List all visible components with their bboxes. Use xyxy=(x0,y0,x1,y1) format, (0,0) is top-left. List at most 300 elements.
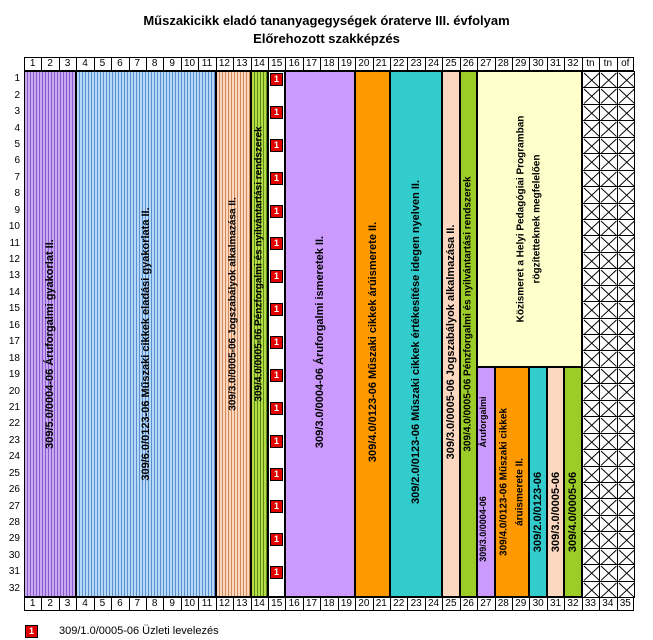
red-marker: 1 xyxy=(270,468,283,481)
header-separator xyxy=(76,57,77,71)
crossed-cell xyxy=(582,515,600,532)
crossed-cell xyxy=(582,449,600,466)
crossed-cell xyxy=(582,285,600,302)
cross-icon xyxy=(600,351,617,367)
cross-icon xyxy=(583,72,600,88)
crossed-cell xyxy=(599,531,617,548)
legend-text: 309/1.0/0005-06 Üzleti levelezés xyxy=(59,625,219,637)
crossed-cell xyxy=(582,104,600,121)
crossed-cell xyxy=(599,498,617,515)
header-separator xyxy=(198,57,199,71)
crossed-cell xyxy=(617,252,635,269)
chart-subtitle: Előrehozott szakképzés xyxy=(253,31,400,46)
label-small-penzforgalmi: 309/4.0/0005-06 xyxy=(567,471,579,553)
cross-icon xyxy=(618,483,635,499)
column-header-bottom: 28 xyxy=(497,598,509,609)
cross-icon xyxy=(583,121,600,137)
label-small-aruforgalmi-a: Áruforgalmi xyxy=(478,396,489,448)
row-label: 2 xyxy=(14,89,20,101)
crossed-cell xyxy=(582,252,600,269)
crossed-cell xyxy=(582,170,600,187)
column-header-bottom: 1 xyxy=(29,598,36,609)
column-header-top: 1 xyxy=(29,58,36,69)
cross-icon xyxy=(618,236,635,252)
row-label: 10 xyxy=(8,221,20,233)
row-label: 26 xyxy=(8,484,20,496)
crossed-cell xyxy=(617,515,635,532)
column-header-top: 31 xyxy=(549,58,562,69)
label-aruismeret: 309/4.0/0123-06 Műszaki cikkek árúismerete II. xyxy=(366,221,379,463)
label-aruforgalmi-gyakorlat: 309/5.0/0004-06 Áruforgalmi gyakorlat II. xyxy=(44,239,57,449)
cross-icon xyxy=(600,335,617,351)
crossed-cell xyxy=(582,153,600,170)
crossed-cell xyxy=(582,531,600,548)
header-separator xyxy=(285,597,286,611)
row-label: 12 xyxy=(8,254,20,266)
column-header-bottom: 14 xyxy=(253,598,265,609)
crossed-cell xyxy=(599,170,617,187)
cross-icon xyxy=(600,499,617,515)
cross-icon xyxy=(618,302,635,318)
crossed-cell xyxy=(582,564,600,581)
column-header-top: 2 xyxy=(47,58,53,69)
extra-column-header-top: of xyxy=(621,58,630,69)
cross-icon xyxy=(600,319,617,335)
cross-icon xyxy=(600,286,617,302)
column-header-top: 19 xyxy=(340,58,352,69)
cross-icon xyxy=(618,154,635,170)
column-header-bottom: 25 xyxy=(445,598,457,609)
crossed-cell xyxy=(617,350,635,367)
red-marker: 1 xyxy=(270,303,283,316)
crossed-cell xyxy=(617,219,635,236)
cross-icon xyxy=(600,88,617,104)
column-header-bottom: 3 xyxy=(64,598,71,609)
cross-icon xyxy=(583,499,600,515)
label-small-aruismeret-a: 309/4.0/0123-06 Műszaki cikkek xyxy=(498,407,510,556)
column-header-top: 20 xyxy=(358,58,370,69)
header-separator xyxy=(198,597,199,611)
crossed-cell xyxy=(617,87,635,104)
row-label: 16 xyxy=(8,319,20,331)
row-label: 8 xyxy=(14,188,20,200)
crossed-cell xyxy=(599,203,617,220)
header-separator xyxy=(529,57,530,71)
header-separator xyxy=(233,597,234,611)
column-header-bottom: 17 xyxy=(305,598,318,609)
header-separator xyxy=(41,597,42,611)
column-header-top: 12 xyxy=(218,58,230,69)
header-separator xyxy=(129,57,130,71)
label-small-jogszabaly: 309/3.0/0005-06 xyxy=(549,471,562,553)
crossed-cell xyxy=(599,318,617,335)
cross-icon xyxy=(583,154,600,170)
crossed-cell xyxy=(617,416,635,433)
crossed-cell xyxy=(599,153,617,170)
header-separator xyxy=(425,57,426,71)
cross-icon xyxy=(583,204,600,220)
header-separator xyxy=(303,57,304,71)
crossed-cell xyxy=(599,416,617,433)
header-separator xyxy=(617,597,618,611)
header-separator xyxy=(181,57,182,71)
header-separator xyxy=(59,597,60,611)
extra-column-header-top: tn xyxy=(586,58,595,69)
crossed-cell xyxy=(617,153,635,170)
crossed-cell xyxy=(617,301,635,318)
header-separator xyxy=(320,57,321,71)
cross-icon xyxy=(583,88,600,104)
column-header-top: 7 xyxy=(134,58,141,69)
crossed-cell xyxy=(617,268,635,285)
crossed-cell xyxy=(617,581,635,598)
header-separator xyxy=(564,57,565,71)
crossed-cell xyxy=(599,350,617,367)
column-header-bottom: 13 xyxy=(236,598,248,609)
cross-icon xyxy=(600,565,617,581)
column-header-top: 15 xyxy=(271,58,283,69)
crossed-cell xyxy=(582,268,600,285)
column-header-top: 13 xyxy=(236,58,248,69)
header-separator xyxy=(129,597,130,611)
red-marker: 1 xyxy=(270,402,283,415)
crossed-cell xyxy=(617,334,635,351)
column-header-top: 28 xyxy=(497,58,509,69)
column-header-top: 6 xyxy=(117,58,123,69)
crossed-cell xyxy=(582,433,600,450)
column-header-top: 8 xyxy=(151,58,158,69)
cross-icon xyxy=(600,483,617,499)
header-separator xyxy=(599,597,600,611)
header-separator xyxy=(94,57,95,71)
crossed-cell xyxy=(617,170,635,187)
crossed-cell xyxy=(599,482,617,499)
row-label: 18 xyxy=(8,352,20,364)
header-separator xyxy=(442,597,443,611)
column-header-top: 11 xyxy=(201,58,213,69)
header-separator xyxy=(268,57,269,71)
cross-icon xyxy=(600,105,617,121)
crossed-cell xyxy=(582,581,600,598)
cross-icon xyxy=(583,582,600,598)
cross-icon xyxy=(583,565,600,581)
header-separator xyxy=(233,57,234,71)
cross-icon xyxy=(600,121,617,137)
cross-icon xyxy=(618,138,635,154)
header-separator xyxy=(512,597,513,611)
header-separator xyxy=(599,57,600,71)
column-header-top: 26 xyxy=(462,58,474,69)
column-header-top: 14 xyxy=(253,58,265,69)
column-header-top: 4 xyxy=(82,58,88,69)
cross-icon xyxy=(618,88,635,104)
column-header-top: 30 xyxy=(532,58,544,69)
red-marker: 1 xyxy=(270,139,283,152)
crossed-cell xyxy=(617,400,635,417)
column-header-top: 16 xyxy=(288,58,300,69)
label-kozismeret-1: Közismeret a Helyi Pedagógiai Programban xyxy=(515,115,527,323)
cross-icon xyxy=(618,450,635,466)
column-header-bottom: 18 xyxy=(323,598,335,609)
red-marker: 1 xyxy=(270,533,283,546)
cross-icon xyxy=(600,401,617,417)
header-separator xyxy=(146,597,147,611)
header-separator xyxy=(303,597,304,611)
cross-icon xyxy=(583,286,600,302)
crossed-cell xyxy=(617,203,635,220)
crossed-cell xyxy=(599,186,617,203)
row-label: 3 xyxy=(14,106,20,118)
cross-icon xyxy=(600,302,617,318)
header-separator xyxy=(285,57,286,71)
chart-title: Műszakicikk eladó tananyagegységek óraterve III. évfolyam xyxy=(143,13,510,28)
header-separator xyxy=(216,597,217,611)
column-header-bottom: 24 xyxy=(427,598,440,609)
crossed-cell xyxy=(617,548,635,565)
red-marker: 1 xyxy=(270,237,283,250)
header-separator xyxy=(390,57,391,71)
header-separator xyxy=(495,597,496,611)
label-muszaki-eladasi: 309/6.0/0123-06 Műszaki cikkek eladási gyakorlata II. xyxy=(140,207,152,481)
crossed-cell xyxy=(582,416,600,433)
column-header-bottom: 31 xyxy=(549,598,562,609)
red-marker: 1 xyxy=(270,435,283,448)
row-label: 13 xyxy=(8,270,20,282)
extra-column-header-bottom: 34 xyxy=(602,598,614,609)
label-small-aruforgalmi-b: 309/3.0/0004-06 xyxy=(478,496,489,562)
extra-column-header-bottom: 35 xyxy=(619,598,631,609)
column-header-bottom: 15 xyxy=(271,598,283,609)
cross-icon xyxy=(600,467,617,483)
cross-icon xyxy=(583,253,600,269)
column-header-bottom: 19 xyxy=(340,598,352,609)
legend-red-marker: 1 xyxy=(25,625,38,638)
crossed-cell xyxy=(582,548,600,565)
extra-column-header-bottom: 33 xyxy=(584,598,596,609)
header-separator xyxy=(111,57,112,71)
cross-icon xyxy=(583,450,600,466)
row-label: 31 xyxy=(8,566,20,578)
crossed-cell xyxy=(599,433,617,450)
label-jogszabalyok-1: 309/3.0/0005-06 Jogszabályok alkalmazása II. xyxy=(227,197,239,411)
cross-icon xyxy=(600,138,617,154)
label-kozismeret-2: rögzítetteknek megfelelően xyxy=(531,154,543,284)
extra-column-header-top: tn xyxy=(603,58,613,69)
crossed-cell xyxy=(599,268,617,285)
column-header-top: 18 xyxy=(323,58,335,69)
crossed-cell xyxy=(599,334,617,351)
crossed-cell xyxy=(582,498,600,515)
header-separator xyxy=(582,57,583,71)
column-header-bottom: 8 xyxy=(151,598,158,609)
column-header-top: 5 xyxy=(99,58,106,69)
cross-icon xyxy=(583,483,600,499)
crossed-cell xyxy=(582,301,600,318)
row-label: 17 xyxy=(8,336,20,348)
red-marker: 1 xyxy=(270,336,283,349)
header-separator xyxy=(460,57,461,71)
column-header-top: 9 xyxy=(169,58,175,69)
row-label: 29 xyxy=(8,533,20,545)
header-separator xyxy=(251,57,252,71)
crossed-cell xyxy=(617,433,635,450)
crossed-cell xyxy=(599,235,617,252)
column-header-top: 17 xyxy=(305,58,318,69)
header-separator xyxy=(617,57,618,71)
cross-icon xyxy=(600,532,617,548)
cross-icon xyxy=(600,187,617,203)
cross-icon xyxy=(600,171,617,187)
cross-icon xyxy=(618,467,635,483)
column-header-top: 3 xyxy=(64,58,71,69)
column-header-top: 27 xyxy=(480,58,492,69)
column-header-bottom: 12 xyxy=(218,598,230,609)
crossed-cell xyxy=(599,581,617,598)
cross-icon xyxy=(583,532,600,548)
row-label: 4 xyxy=(14,122,20,134)
crossed-cell xyxy=(617,466,635,483)
header-separator xyxy=(76,597,77,611)
cross-icon xyxy=(618,105,635,121)
header-separator xyxy=(460,597,461,611)
cross-icon xyxy=(600,236,617,252)
label-small-aruismeret-b: áruismerete II. xyxy=(514,458,526,526)
cross-icon xyxy=(618,335,635,351)
cross-icon xyxy=(618,72,635,88)
row-label: 22 xyxy=(8,418,20,430)
cross-icon xyxy=(600,220,617,236)
red-marker: 1 xyxy=(270,205,283,218)
crossed-cell xyxy=(582,383,600,400)
header-separator xyxy=(268,597,269,611)
column-header-bottom: 20 xyxy=(358,598,370,609)
header-separator xyxy=(373,597,374,611)
crossed-cell xyxy=(617,482,635,499)
cross-icon xyxy=(583,368,600,384)
crossed-cell xyxy=(582,219,600,236)
crossed-cell xyxy=(599,400,617,417)
column-header-bottom: 32 xyxy=(567,598,579,609)
crossed-cell xyxy=(599,301,617,318)
header-separator xyxy=(338,597,339,611)
row-label: 23 xyxy=(8,434,20,446)
cross-icon xyxy=(618,384,635,400)
row-label: 11 xyxy=(9,237,20,249)
row-label: 14 xyxy=(8,286,20,298)
cross-icon xyxy=(583,434,600,450)
header-separator xyxy=(251,597,252,611)
cross-icon xyxy=(618,401,635,417)
cross-icon xyxy=(600,417,617,433)
header-separator xyxy=(529,597,530,611)
crossed-cell xyxy=(582,466,600,483)
column-header-top: 22 xyxy=(393,58,405,69)
column-header-top: 32 xyxy=(567,58,579,69)
label-small-idegen: 309/2.0/0123-06 xyxy=(532,471,545,553)
cross-icon xyxy=(600,549,617,565)
header-separator xyxy=(41,57,42,71)
row-label: 25 xyxy=(8,467,20,479)
header-separator xyxy=(425,597,426,611)
column-header-bottom: 5 xyxy=(99,598,106,609)
header-separator xyxy=(111,597,112,611)
cross-icon xyxy=(583,269,600,285)
cross-icon xyxy=(600,368,617,384)
cross-icon xyxy=(583,220,600,236)
crossed-cell xyxy=(617,383,635,400)
cross-icon xyxy=(583,187,600,203)
crossed-cell xyxy=(599,383,617,400)
column-header-bottom: 27 xyxy=(480,598,492,609)
header-separator xyxy=(477,597,478,611)
crossed-cell xyxy=(617,71,635,88)
header-separator xyxy=(163,597,164,611)
crossed-cell xyxy=(599,564,617,581)
crossed-cell xyxy=(599,449,617,466)
cross-icon xyxy=(600,269,617,285)
crossed-cell xyxy=(617,449,635,466)
crossed-cell xyxy=(617,104,635,121)
crossed-cell xyxy=(582,334,600,351)
column-header-bottom: 4 xyxy=(82,598,88,609)
column-header-bottom: 10 xyxy=(183,598,196,609)
cross-icon xyxy=(618,499,635,515)
row-label: 21 xyxy=(8,401,20,413)
crossed-cell xyxy=(582,350,600,367)
crossed-cell xyxy=(582,137,600,154)
header-separator xyxy=(547,57,548,71)
crossed-cell xyxy=(599,367,617,384)
crossed-cell xyxy=(617,186,635,203)
cross-icon xyxy=(618,319,635,335)
column-header-bottom: 21 xyxy=(375,598,387,609)
header-separator xyxy=(216,57,217,71)
crossed-cell xyxy=(617,137,635,154)
column-header-top: 10 xyxy=(183,58,196,69)
label-aruforgalmi-ismeretek: 309/3.0/0004-06 Áruforgalmi ismeretek II. xyxy=(314,235,327,449)
cross-icon xyxy=(618,368,635,384)
header-separator xyxy=(390,597,391,611)
crossed-cell xyxy=(599,137,617,154)
crossed-cell xyxy=(582,87,600,104)
row-label: 32 xyxy=(8,582,20,594)
row-label: 15 xyxy=(8,303,20,315)
crossed-cell xyxy=(599,466,617,483)
column-header-bottom: 29 xyxy=(515,598,527,609)
header-separator xyxy=(564,597,565,611)
column-header-bottom: 9 xyxy=(169,598,175,609)
header-separator xyxy=(320,597,321,611)
row-label: 6 xyxy=(14,155,20,167)
crossed-cell xyxy=(599,285,617,302)
cross-icon xyxy=(600,72,617,88)
row-label: 5 xyxy=(14,138,20,150)
header-separator xyxy=(181,597,182,611)
cross-icon xyxy=(618,532,635,548)
crossed-cell xyxy=(582,71,600,88)
crossed-cell xyxy=(617,367,635,384)
red-marker: 1 xyxy=(270,172,283,185)
crossed-cell xyxy=(617,235,635,252)
crossed-cell xyxy=(582,318,600,335)
crossed-cell xyxy=(599,71,617,88)
row-label: 28 xyxy=(8,517,20,529)
header-separator xyxy=(355,597,356,611)
cross-icon xyxy=(600,434,617,450)
crossed-cell xyxy=(617,318,635,335)
column-header-bottom: 26 xyxy=(462,598,474,609)
crossed-cell xyxy=(582,120,600,137)
